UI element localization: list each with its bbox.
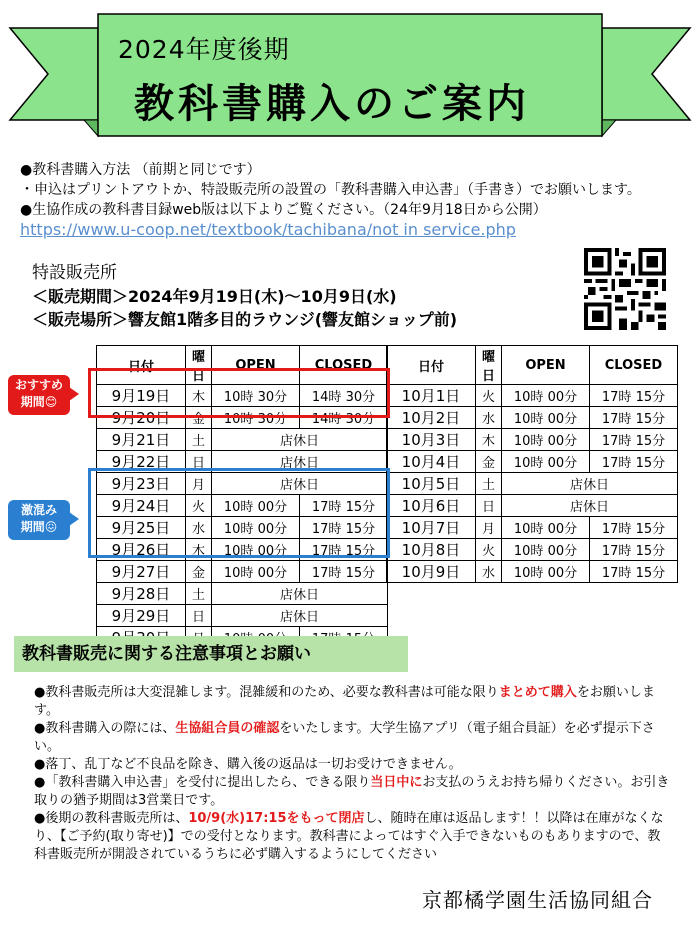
table-row xyxy=(387,561,678,583)
notice-emphasis: まとめて購入 xyxy=(498,685,577,700)
intro-section xyxy=(20,160,700,240)
cell-closed-time: 17時 15分 xyxy=(590,385,678,407)
cell-date: 10月6日 xyxy=(387,495,476,517)
cell-open-time: 10時 00分 xyxy=(212,561,300,583)
table-header-row xyxy=(387,346,678,385)
cell-day: 日 xyxy=(186,605,212,627)
cell-date: 9月29日 xyxy=(97,605,186,627)
cell-closed-time: 17時 15分 xyxy=(590,517,678,539)
cell-open-time: 10時 00分 xyxy=(502,517,590,539)
cell-day: 金 xyxy=(186,561,212,583)
recommended-tag-line1: おすすめ xyxy=(14,378,64,392)
cell-day: 金 xyxy=(186,407,212,429)
col-header-date: 日付 xyxy=(387,346,476,385)
table-row xyxy=(97,583,388,605)
notice-text: をいたします。大学生協アプリ（電子組合員証）を必ず提示下さい。 xyxy=(34,721,655,754)
cell-date: 10月1日 xyxy=(387,385,476,407)
notice-item-no-returns: ●落丁、乱丁など不良品を除き、購入後の返品は一切お受けできません。 xyxy=(34,757,462,772)
notice-heading: 教科書販売に関する注意事項とお願い xyxy=(14,636,408,672)
col-header-open: OPEN xyxy=(212,346,300,385)
intro-line-application: ・申込はプリントアウトか、特設販売所の設置の「教科書購入申込書」（手書き）でお願いします。 xyxy=(20,182,641,198)
cell-date: 9月24日 xyxy=(97,495,186,517)
notice-emphasis: 10/9(水)17:15をもって閉店 xyxy=(188,811,365,826)
col-header-open: OPEN xyxy=(502,346,590,385)
recommended-period-highlight xyxy=(88,368,390,418)
table-row xyxy=(97,561,388,583)
recommended-period-tag xyxy=(8,375,70,415)
table-row xyxy=(97,429,388,451)
col-header-date: 日付 xyxy=(97,346,186,385)
cell-day: 火 xyxy=(476,539,502,561)
cell-day: 木 xyxy=(186,385,212,407)
crowded-period-tag xyxy=(8,500,70,540)
notice-text: ●後期の教科書販売所は、 xyxy=(34,811,189,826)
cell-date: 9月19日 xyxy=(97,385,186,407)
cell-open-time: 10時 00分 xyxy=(502,429,590,451)
cell-closed-time: 17時 15分 xyxy=(590,407,678,429)
cell-date: 10月5日 xyxy=(387,473,476,495)
sales-heading: 特設販売所 xyxy=(32,263,117,283)
table-row xyxy=(387,385,678,407)
cell-day: 日 xyxy=(476,495,502,517)
notice-text: ●「教科書購入申込書」を受付に提出したら、できる限り xyxy=(34,775,371,790)
cell-open-time: 10時 00分 xyxy=(502,539,590,561)
sales-place: ＜販売場所＞響友館1階多目的ラウンジ(響友館ショップ前) xyxy=(32,310,458,329)
cell-closed-time: 17時 15分 xyxy=(590,451,678,473)
cell-open-time: 10時 00分 xyxy=(212,495,300,517)
cell-date: 10月4日 xyxy=(387,451,476,473)
intro-line-catalog: ●生協作成の教科書目録web版は以下よりご覧ください。（24年9月18日から公開） xyxy=(20,202,547,218)
cell-day: 土 xyxy=(476,473,502,495)
cell-closed-day: 店休日 xyxy=(212,473,388,495)
cell-date: 9月20日 xyxy=(97,407,186,429)
table-row xyxy=(387,429,678,451)
notice-text: し、随時在庫は返品します！！以降は在庫がなくなり、【ご予約(取り寄せ)】での受付となります。教科書によってはすぐ入手できないものもありますので、教科書販売所が開設されているうちに必ず購入するようにしてください xyxy=(34,811,664,862)
notice-item-same-day xyxy=(34,774,670,810)
cell-closed-day: 店休日 xyxy=(212,583,388,605)
cell-day: 木 xyxy=(476,429,502,451)
recommended-tag-line2: 期間😊 xyxy=(20,395,58,409)
cell-day: 金 xyxy=(476,451,502,473)
cell-closed-time: 17時 15分 xyxy=(590,429,678,451)
cell-day: 水 xyxy=(476,561,502,583)
notice-text: をお願いします。 xyxy=(34,685,655,718)
table-row xyxy=(387,407,678,429)
table-row xyxy=(97,605,388,627)
notice-emphasis: 当日中に xyxy=(370,775,423,790)
notice-text: ●教科書販売所は大変混雑します。混雑緩和のため、必要な教科書は可能な限り xyxy=(34,685,499,700)
cell-date: 10月8日 xyxy=(387,539,476,561)
intro-line-method: ●教科書購入方法 （前期と同じです） xyxy=(20,162,261,178)
cell-date: 10月9日 xyxy=(387,561,476,583)
cell-closed-time: 17時 15分 xyxy=(300,495,388,517)
notice-text: お支払のうえお持ち帰りください。お引き取りの猶予期間は3営業日です。 xyxy=(34,775,670,808)
cell-date: 9月25日 xyxy=(97,517,186,539)
sales-info xyxy=(32,262,457,331)
cell-open-time: 10時 30分 xyxy=(212,407,300,429)
cell-day: 火 xyxy=(186,495,212,517)
cell-open-time: 10時 00分 xyxy=(502,385,590,407)
cell-date: 9月22日 xyxy=(97,451,186,473)
table-row xyxy=(387,539,678,561)
table-row xyxy=(387,473,678,495)
cell-open-time: 10時 00分 xyxy=(212,539,300,561)
cell-day: 月 xyxy=(186,473,212,495)
cell-day: 日 xyxy=(186,451,212,473)
cell-open-time: 10時 00分 xyxy=(502,407,590,429)
cell-open-time: 10時 00分 xyxy=(502,561,590,583)
cell-day: 水 xyxy=(186,517,212,539)
col-header-closed: CLOSED xyxy=(590,346,678,385)
cell-day: 土 xyxy=(186,429,212,451)
cell-day: 火 xyxy=(476,385,502,407)
cell-closed-day: 店休日 xyxy=(502,495,678,517)
cell-day: 月 xyxy=(476,517,502,539)
table-row xyxy=(387,451,678,473)
cell-date: 10月2日 xyxy=(387,407,476,429)
cell-date: 9月28日 xyxy=(97,583,186,605)
crowded-tag-line2: 期間😖 xyxy=(20,520,58,534)
notice-text: ●教科書購入の際には、 xyxy=(34,721,176,736)
col-header-day: 曜日 xyxy=(186,346,212,385)
cell-open-time: 10時 30分 xyxy=(212,385,300,407)
banner-title: 教科書購入のご案内 xyxy=(134,81,530,127)
cell-date: 9月26日 xyxy=(97,539,186,561)
cell-closed-time: 17時 15分 xyxy=(590,539,678,561)
col-header-day: 曜日 xyxy=(476,346,502,385)
cell-closed-time: 17時 15分 xyxy=(300,561,388,583)
table-row xyxy=(387,517,678,539)
catalog-url-link[interactable]: https://www.u-coop.net/textbook/tachibana/not in service.php xyxy=(20,220,516,239)
cell-day: 木 xyxy=(186,539,212,561)
cell-closed-time: 14時 30分 xyxy=(300,385,388,407)
cell-closed-day: 店休日 xyxy=(502,473,678,495)
footer-organization: 京都橘学園生活協同組合 xyxy=(422,888,653,912)
notice-item-closing xyxy=(34,810,670,864)
cell-closed-time: 17時 15分 xyxy=(300,539,388,561)
notice-emphasis: 生協組合員の確認 xyxy=(175,721,280,736)
cell-date: 10月3日 xyxy=(387,429,476,451)
crowded-period-highlight xyxy=(88,468,390,558)
cell-date: 9月27日 xyxy=(97,561,186,583)
cell-day: 水 xyxy=(476,407,502,429)
col-header-closed: CLOSED xyxy=(300,346,388,385)
cell-open-time: 10時 00分 xyxy=(502,451,590,473)
cell-date: 9月21日 xyxy=(97,429,186,451)
cell-closed-day: 店休日 xyxy=(212,605,388,627)
cell-open-time: 10時 00分 xyxy=(212,517,300,539)
cell-day: 土 xyxy=(186,583,212,605)
cell-closed-day: 店休日 xyxy=(212,451,388,473)
cell-closed-time: 14時 30分 xyxy=(300,407,388,429)
table-row xyxy=(387,495,678,517)
cell-closed-day: 店休日 xyxy=(212,429,388,451)
notice-item-bulk-purchase xyxy=(34,684,670,720)
notice-item-member-check xyxy=(34,720,670,756)
notice-body xyxy=(34,684,670,864)
crowded-tag-line1: 激混み xyxy=(20,503,57,517)
cell-date: 9月23日 xyxy=(97,473,186,495)
qr-code-icon[interactable] xyxy=(584,248,666,330)
cell-date: 10月7日 xyxy=(387,517,476,539)
sales-period: ＜販売期間＞2024年9月19日(木)～10月9日(水) xyxy=(32,287,397,306)
cell-closed-time: 17時 15分 xyxy=(300,517,388,539)
banner-subtitle: 2024年度後期 xyxy=(118,35,290,64)
cell-closed-time: 17時 15分 xyxy=(590,561,678,583)
schedule-table-october xyxy=(386,345,678,583)
